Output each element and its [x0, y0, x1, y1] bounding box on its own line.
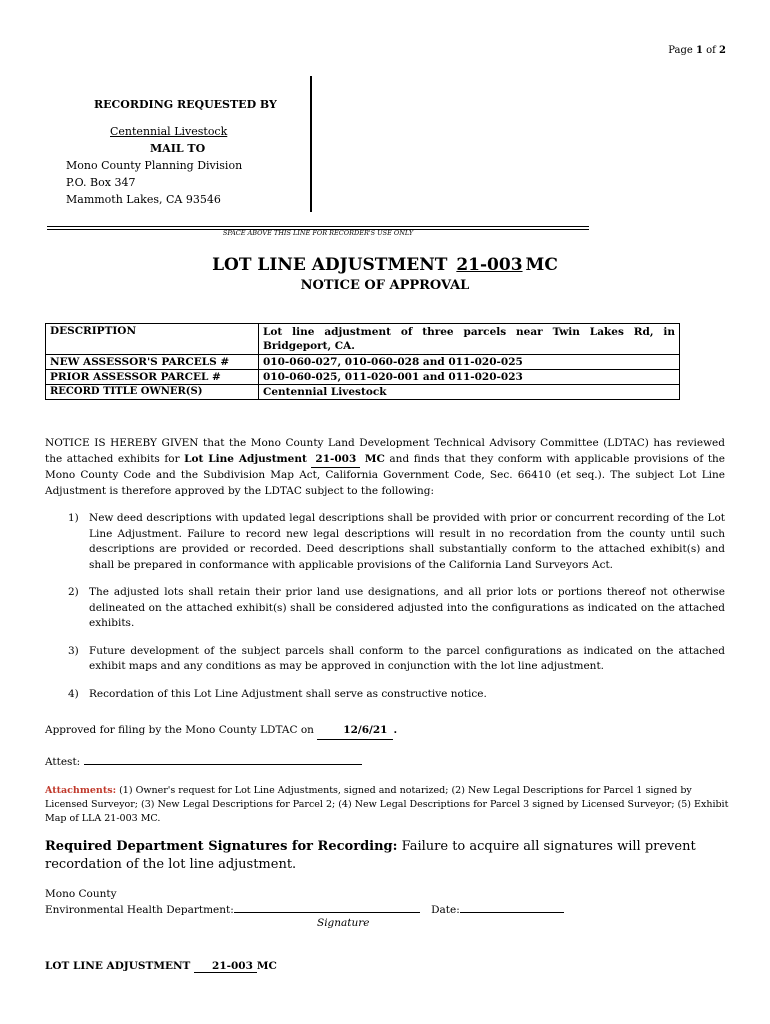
department-label: Environmental Health Department: — [45, 904, 234, 916]
footer-prefix: LOT LINE ADJUSTMENT — [45, 960, 191, 972]
new-parcels-label: NEW ASSESSOR'S PARCELS # — [46, 355, 259, 370]
footer-number: 21-003 — [194, 960, 257, 973]
info-table — [45, 323, 680, 400]
condition-number: 3) — [68, 644, 79, 657]
condition-text: New deed descriptions with updated legal descriptions shall be provided with prior or concurrent recording of the Lot Line Adjustment. Failure to record new legal descriptions will result in no recordation from the county until such descriptions are provided or recorded. Deed descriptions shall substantially conform to the attached exhibit(s) and shall be prepared in conformance with applicable provisions of the California Land Surveyors Act. — [89, 512, 725, 571]
department-signature-line — [234, 902, 420, 913]
page-label: Page — [668, 45, 693, 56]
title-prefix: LOT LINE ADJUSTMENT — [212, 255, 448, 275]
table-row — [46, 355, 680, 370]
footer-suffix: MC — [256, 960, 277, 972]
new-parcels-value: 010-060-027, 010-060-028 and 011-020-025 — [259, 355, 680, 370]
condition-text: Recordation of this Lot Line Adjustment shall serve as constructive notice. — [89, 687, 487, 700]
page-number — [668, 45, 726, 56]
attest-line — [45, 754, 725, 771]
address-line-3: Mammoth Lakes, CA 93546 — [66, 193, 221, 206]
required-label: Required Department Signatures for Recording: — [45, 839, 398, 854]
document-title — [0, 255, 770, 275]
list-item — [45, 644, 725, 675]
condition-number: 4) — [68, 687, 79, 700]
list-item — [45, 511, 725, 573]
attachments-label: Attachments: — [45, 785, 117, 796]
condition-number: 1) — [68, 512, 79, 524]
signature-block — [45, 886, 735, 918]
title-number: 21-003 — [456, 255, 523, 275]
document-subtitle: NOTICE OF APPROVAL — [300, 278, 470, 293]
vertical-divider — [310, 76, 312, 212]
notice-lla-label: Lot Line Adjustment — [184, 452, 307, 465]
attest-signature-line — [84, 754, 362, 765]
footer-title — [45, 960, 277, 973]
address-line-2: P.O. Box 347 — [66, 176, 136, 189]
attest-label: Attest: — [45, 756, 81, 768]
notice-lla-number: 21-003 — [311, 452, 360, 469]
notice-paragraph — [45, 436, 725, 499]
page-of: of — [706, 45, 716, 56]
attachments-paragraph — [45, 784, 735, 826]
description-label: DESCRIPTION — [46, 324, 259, 355]
date-label: Date: — [431, 904, 460, 916]
table-row — [46, 385, 680, 400]
attachments-text: (1) Owner's request for Lot Line Adjustments, signed and notarized; (2) New Legal Descriptions for Parcel 1 signed by Licensed Surveyor; (3) New Legal Descriptions for Parcel 2; (4) New Legal Descriptions for Parcel 3 signed by Licensed Surveyor; (5) Exhibit Map of LLA 21-003 MC. — [45, 785, 729, 824]
condition-number: 2) — [68, 586, 79, 598]
condition-text: Future development of the subject parcels shall conform to the parcel configurations as indicated on the attached exhibit maps and any conditions as may be approved in conjunction with the lot line adjustment. — [89, 644, 725, 672]
condition-text: The adjusted lots shall retain their prior land use designations, and all prior lots or portions thereof not otherwise delineated on the attached exhibit(s) shall be considered adjusted into the configurations as indicated on the attached exhibits. — [89, 586, 725, 629]
approval-date: 12/6/21 — [317, 723, 393, 740]
department-line — [45, 902, 735, 918]
notice-text-1: NOTICE IS HEREBY GIVEN that the Mono County Land Development Technical Advisory Committee (LDTAC) has reviewed the attached exhibits for — [45, 437, 725, 465]
conditions-list — [45, 511, 725, 714]
county-name: Mono County — [45, 888, 117, 900]
owner-label: RECORD TITLE OWNER(S) — [46, 385, 259, 400]
table-row — [46, 324, 680, 355]
approval-text: Approved for filing by the Mono County LDTAC on — [45, 724, 314, 736]
mail-to-label: MAIL TO — [150, 142, 206, 155]
prior-parcel-value: 010-060-025, 011-020-001 and 011-020-023 — [259, 370, 680, 385]
list-item — [45, 585, 725, 632]
table-row — [46, 370, 680, 385]
recorder-rule-top — [47, 226, 589, 227]
recording-title: RECORDING REQUESTED BY — [94, 98, 277, 111]
description-value: Lot line adjustment of three parcels near Twin Lakes Rd, in Bridgeport, CA. — [259, 324, 680, 355]
recording-block — [66, 96, 306, 208]
notice-lla-suffix: MC — [364, 452, 385, 465]
page-total: 2 — [719, 45, 726, 56]
recording-requester: Centennial Livestock — [110, 125, 228, 138]
list-item — [45, 687, 725, 703]
required-text: Failure to acquire all signatures will prevent recordation of the lot line adjustment. — [45, 839, 696, 872]
approval-line — [45, 723, 725, 740]
owner-value: Centennial Livestock — [259, 385, 680, 400]
prior-parcel-label: PRIOR ASSESSOR PARCEL # — [46, 370, 259, 385]
signature-caption: Signature — [317, 917, 370, 929]
page-current: 1 — [695, 45, 703, 56]
required-signatures-paragraph — [45, 838, 735, 874]
recorder-space-note: SPACE ABOVE THIS LINE FOR RECORDER'S USE ONLY — [222, 229, 414, 237]
title-suffix: MC — [525, 255, 558, 275]
address-line-1: Mono County Planning Division — [66, 159, 243, 172]
approval-end: . — [393, 724, 398, 736]
date-line — [460, 902, 564, 913]
notice-text-2: and finds that they conform with applicable provisions of the Mono County Code and the Subdivision Map Act, California Government Code, Sec. 66410 (et seq.). The subject Lot Line Adjustment is therefore approved by the LDTAC subject to the following: — [45, 452, 726, 497]
